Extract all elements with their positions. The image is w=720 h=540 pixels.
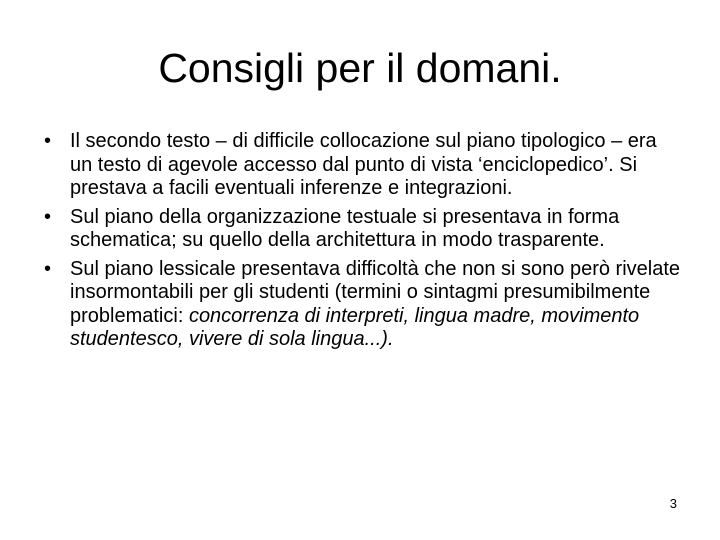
slide-title: Consigli per il domani. <box>158 45 562 91</box>
bullet-marker: • <box>44 130 52 152</box>
page-number: 3 <box>669 496 677 511</box>
bullet-item-2 <box>42 206 682 253</box>
bullet-list <box>42 130 682 357</box>
bullet-item-3 <box>42 258 682 352</box>
bullet-text: Il secondo testo – di difficile collocazione sul piano tipologico – era un testo di agevole accesso dal punto di vista ‘enciclopedico’. Si prestava a facili eventuali inferenze e integrazioni. <box>70 130 657 199</box>
bullet-item-1 <box>42 130 682 201</box>
bullet-text: Sul piano della organizzazione testuale si presentava in forma schematica; su quello della architettura in modo trasparente. <box>70 205 620 251</box>
bullet-italic-examples: concorrenza di interpreti, lingua madre, movimento studentesco, vivere di sola lingua...). <box>70 304 640 350</box>
bullet-marker: • <box>44 257 52 280</box>
bullet-marker: • <box>44 205 52 228</box>
bullet-text: Sul piano lessicale presentava difficoltà che non si sono però rivelate insormontabili per gli studenti (termini o sintagmi presumibilmente problematici: <box>70 257 680 327</box>
